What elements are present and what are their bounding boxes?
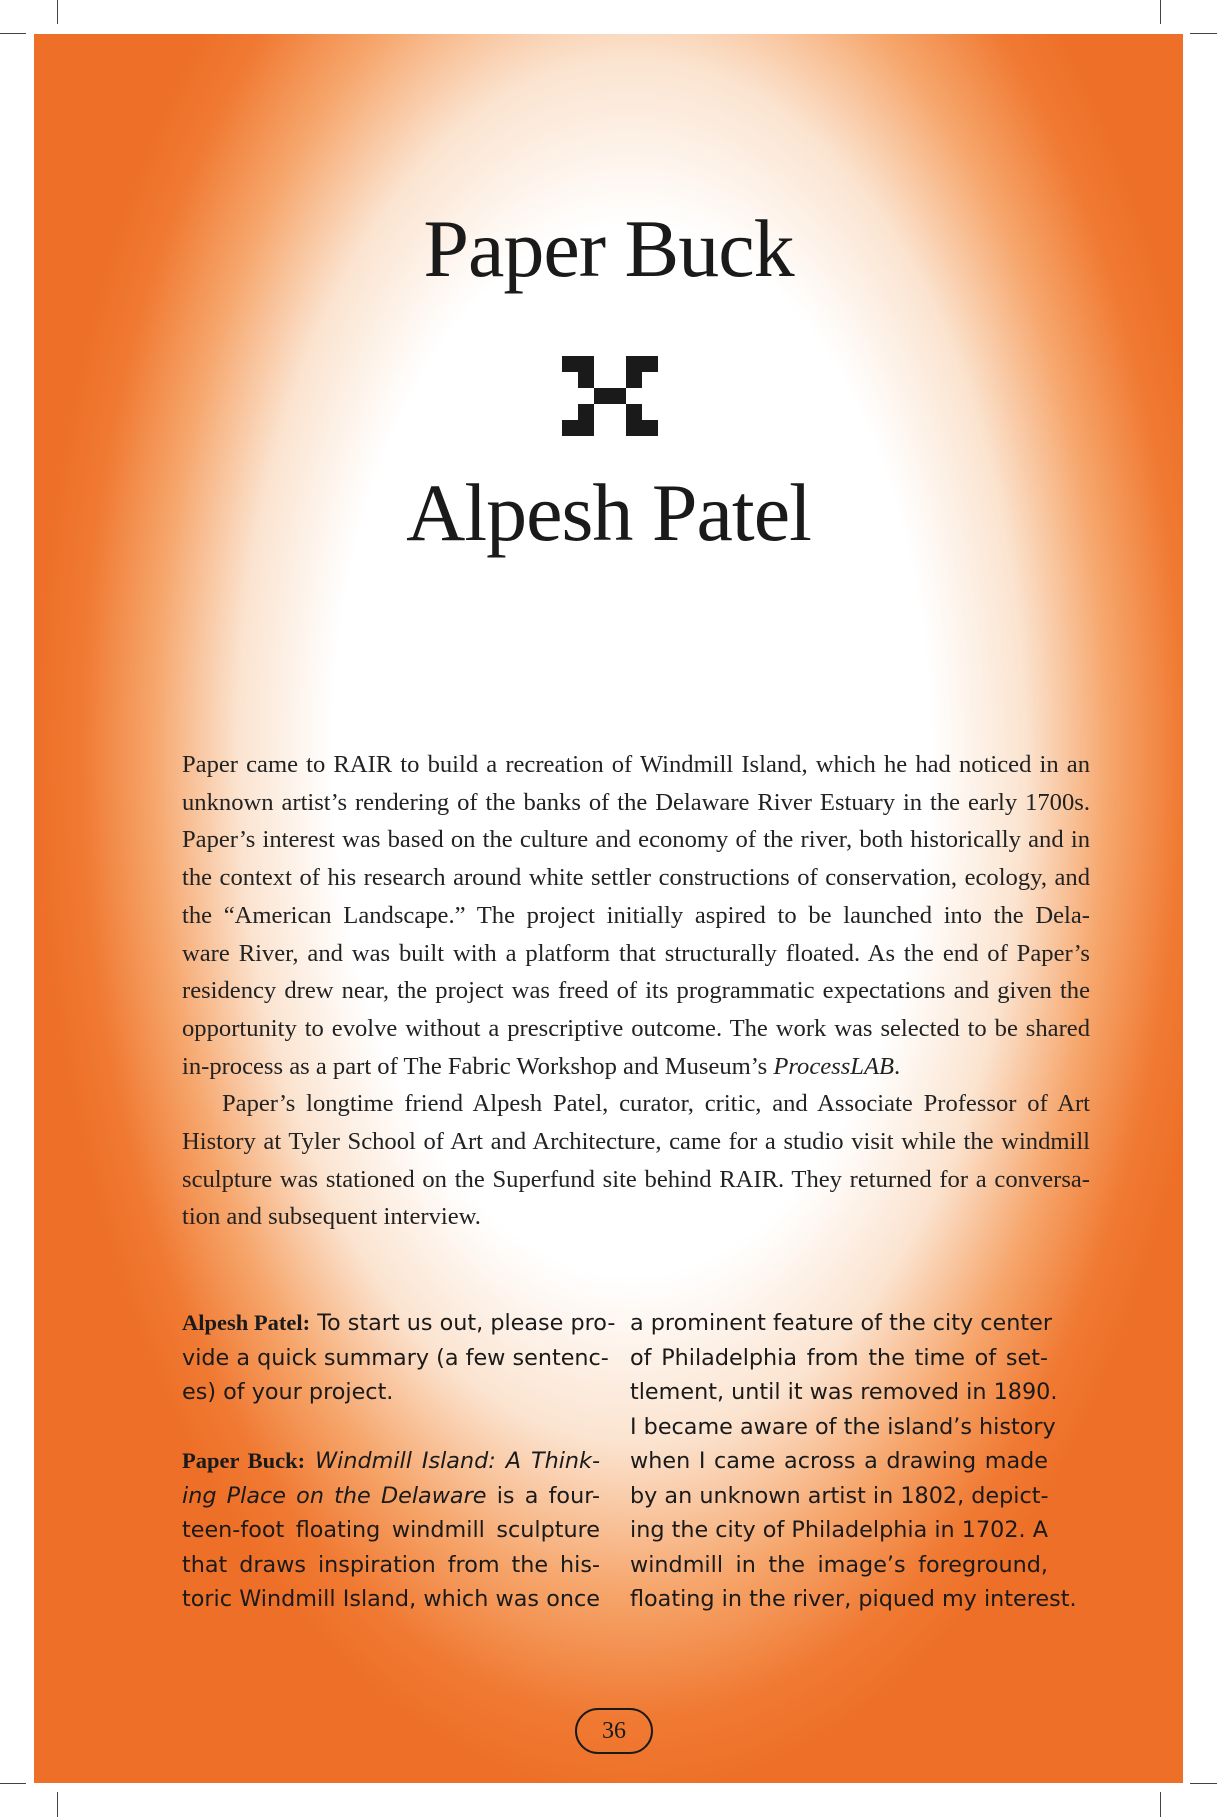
paragraph-gap [182,1410,600,1445]
text-line: of Philadelphia from the time of set- [630,1344,1048,1371]
text-line: opportunity to evolve without a prescriptive outcome. The work was selected to be shared [182,1014,1090,1042]
book-page [34,34,1183,1783]
italic-title: Windmill Island: A Think- [305,1448,600,1474]
text-line: unknown artist’s rendering of the banks of the Delaware River Estuary in the early 1700s. [182,788,1090,816]
text-line: Paper’s interest was based on the culture and economy of the river, both historically and in [182,826,1090,854]
text-line: residency drew near, the project was freed of its programmatic expectations and given the [182,977,1090,1005]
text-line: the context of his research around white settler constructions of conservation, ecology, and [182,864,1090,892]
text-line: windmill in the image’s foreground, [630,1551,1048,1578]
crop-mark [1190,33,1217,34]
italic-title: ProcessLAB [773,1052,895,1080]
text-line: es) of your project. [182,1379,394,1405]
interview-right-column [630,1306,1077,1617]
text-line: sculpture was stationed on the Superfund site behind RAIR. They returned for a conversa- [182,1165,1090,1193]
text-line: tlement, until it was removed in 1890. [630,1379,1058,1405]
text-line [182,1444,600,1479]
text-line: the “American Landscape.” The project initially aspired to be launched into the Dela- [182,901,1090,929]
text-run: . [894,1052,901,1080]
page-number: 36 [575,1708,653,1754]
text-line: History at Tyler School of Art and Architecture, came for a studio visit while the windmill [182,1128,1090,1156]
crop-mark [57,1792,58,1817]
crop-mark [1160,0,1161,24]
crop-mark [0,33,26,34]
text-run: is a four- [486,1482,600,1509]
text-line: by an unknown artist in 1802, depict- [630,1482,1049,1509]
text-line: a prominent feature of the city center [630,1310,1053,1336]
crop-mark [57,0,58,24]
text-line: floating in the river, piqued my interest. [630,1586,1077,1612]
text-line [182,1048,1090,1086]
speaker-label: Alpesh Patel: [182,1310,311,1335]
text-line [182,1479,600,1514]
text-run: To start us out, please pro- [310,1310,616,1336]
text-line: that draws inspiration from the his- [182,1551,600,1578]
interview-left-column [182,1306,616,1617]
intro-paragraph-1 [182,746,1090,1085]
crop-mark [0,1783,26,1784]
text-line: toric Windmill Island, which was once [182,1586,600,1612]
text-line [182,1306,616,1341]
text-line: Paper came to RAIR to build a recreation of Windmill Island, which he had noticed in an [182,751,1090,778]
text-line: vide a quick summary (a few sentenc- [182,1344,609,1371]
italic-title: ing Place on the Delaware [182,1482,487,1509]
cross-ornament-icon [562,356,658,436]
intro-text [182,746,1090,1236]
text-line: Paper’s longtime friend Alpesh Patel, curator, critic, and Associate Professor of Art [222,1090,1090,1118]
subtitle-name: Alpesh Patel [406,467,811,558]
speaker-label: Paper Buck: [182,1448,306,1473]
text-run: in-process as a part of The Fabric Workshop and Museum’s [182,1052,774,1080]
text-line: ing the city of Philadelphia in 1702. A [630,1517,1048,1543]
crop-mark [1160,1792,1161,1817]
intro-paragraph-2 [182,1085,1090,1236]
text-line: when I came across a drawing made [630,1448,1048,1474]
text-line: I became aware of the island’s history [630,1413,1056,1440]
page-title: Paper Buck [423,203,794,294]
text-line: ware River, and was built with a platform that structurally floated. As the end of Paper’s [182,939,1090,967]
text-line: teen-foot floating windmill sculpture [182,1517,600,1543]
crop-mark [1190,1783,1217,1784]
text-line: tion and subsequent interview. [182,1203,481,1231]
